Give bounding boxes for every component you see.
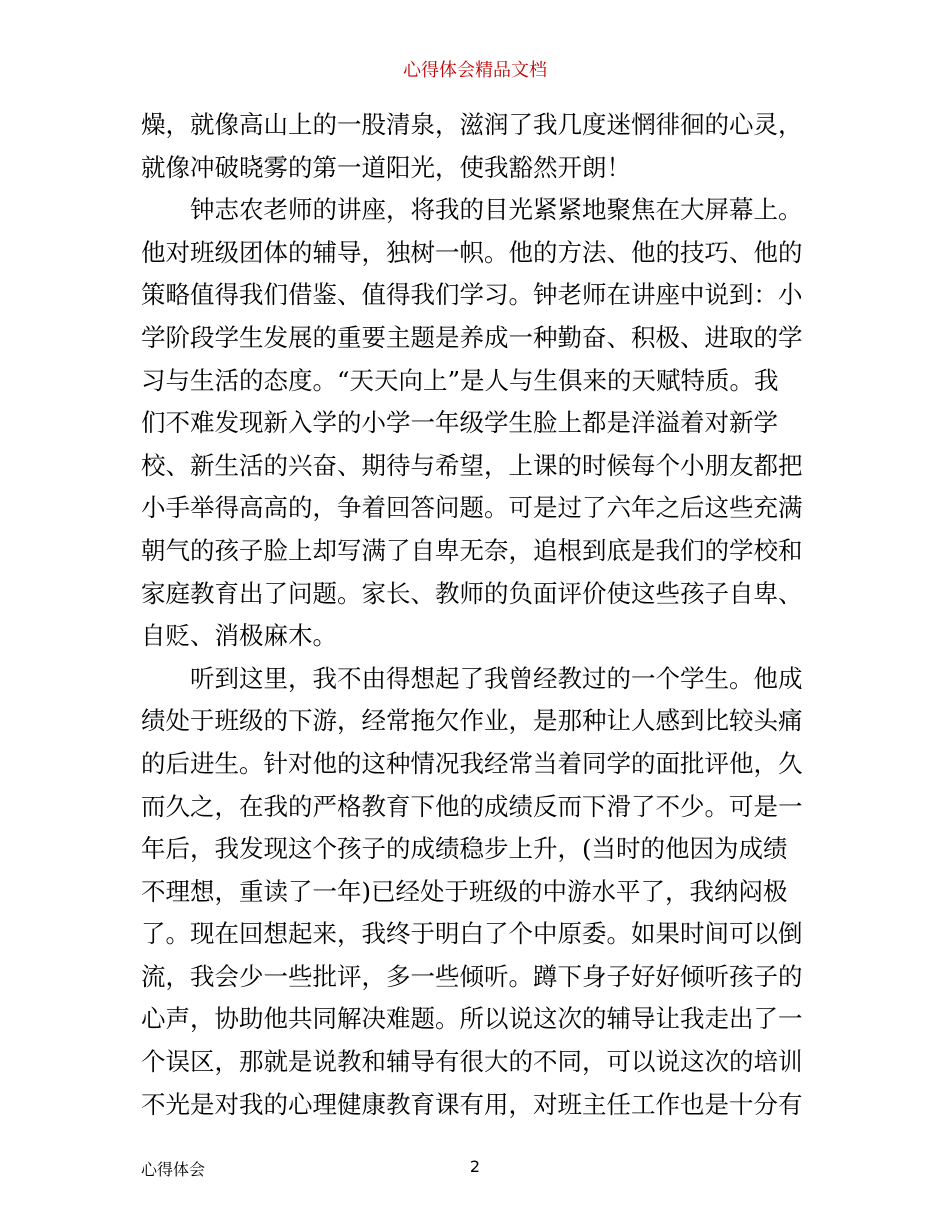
paragraph-start-line: 听到这里，我不由得想起了我曾经教过的一个学生。他成 [190, 663, 803, 693]
text-line: 校、新生活的兴奋、期待与希望，上课的时候每个小朋友都把 [141, 450, 803, 480]
text-line: 绩处于班级的下游，经常拖欠作业，是那种让人感到比较头痛 [141, 706, 803, 736]
text-line: 朝气的孩子脸上却写满了自卑无奈，追根到底是我们的学校和 [141, 535, 803, 565]
text-line: 自贬、消极麻木。 [141, 621, 337, 651]
footer-label: 心得体会 [141, 1160, 206, 1179]
document-header-title: 心得体会精品文档 [403, 60, 547, 81]
text-line: 心声，协助他共同解决难题。所以说这次的辅导让我走出了一 [141, 1004, 803, 1034]
text-line: 个误区，那就是说教和辅导有很大的不同，可以说这次的培训 [141, 1047, 803, 1077]
text-line: 年后，我发现这个孩子的成绩稳步上升，(当时的他因为成绩 [141, 834, 788, 864]
text-line: 们不难发现新入学的小学一年级学生脸上都是洋溢着对新学 [141, 408, 778, 438]
document-body [141, 104, 821, 1126]
text-line: 策略值得我们借鉴、值得我们学习。钟老师在讲座中说到：小 [141, 280, 803, 310]
text-line: 了。现在回想起来，我终于明白了个中原委。如果时间可以倒 [141, 919, 803, 949]
text-line: 他对班级团体的辅导，独树一帜。他的方法、他的技巧、他的 [141, 237, 803, 267]
text-line: 的后进生。针对他的这种情况我经常当着同学的面批评他，久 [141, 748, 803, 778]
text-line: 不光是对我的心理健康教育课有用，对班主任工作也是十分有 [141, 1089, 803, 1119]
text-line: 小手举得高高的，争着回答问题。可是过了六年之后这些充满 [141, 493, 803, 523]
text-line: 燥，就像高山上的一股清泉，滋润了我几度迷惘徘徊的心灵， [141, 110, 803, 139]
text-line: 家庭教育出了问题。家长、教师的负面评价使这些孩子自卑、 [141, 578, 803, 608]
text-line: 流，我会少一些批评，多一些倾听。蹲下身子好好倾听孩子的 [141, 961, 803, 991]
text-line: 学阶段学生发展的重要主题是养成一种勤奋、积极、进取的学 [141, 322, 803, 352]
paragraph-start-line: 钟志农老师的讲座，将我的目光紧紧地聚焦在大屏幕上。 [190, 195, 803, 225]
text-line: 就像冲破晓雾的第一道阳光，使我豁然开朗！ [141, 152, 631, 182]
page-number: 2 [469, 1157, 481, 1176]
text-line: 习与生活的态度。“天天向上”是人与生俱来的天赋特质。我 [141, 365, 779, 395]
text-line: 而久之，在我的严格教育下他的成绩反而下滑了不少。可是一 [141, 791, 803, 821]
text-line: 不理想，重读了一年)已经处于班级的中游水平了，我纳闷极 [141, 876, 788, 906]
